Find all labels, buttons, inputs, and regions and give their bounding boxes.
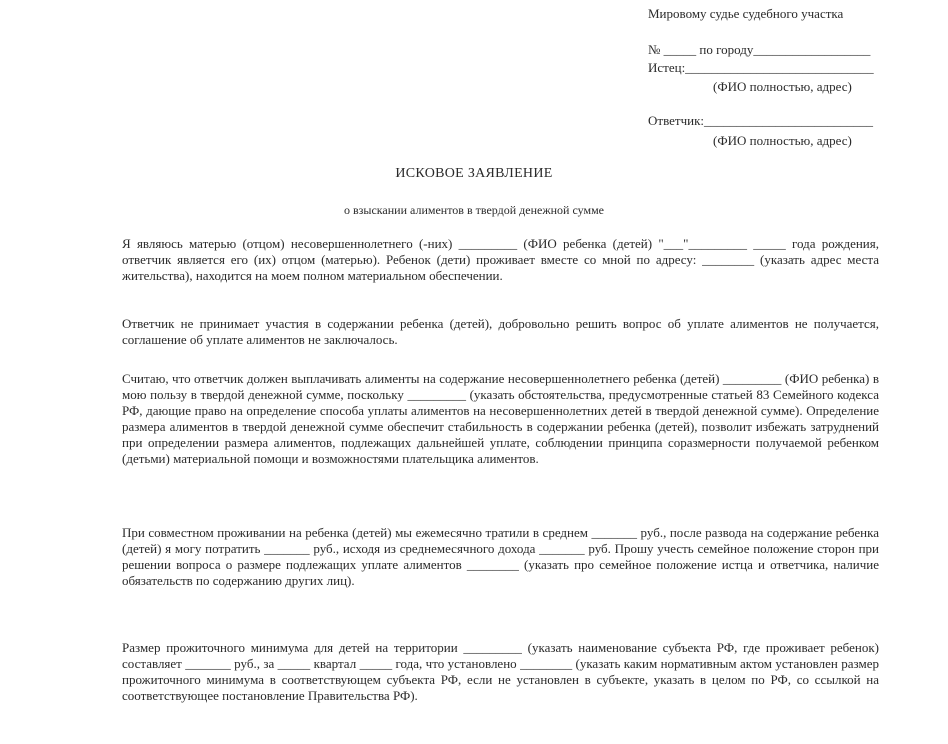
defendant-line: Ответчик:__________________________	[648, 113, 874, 128]
paragraph-no-support: Ответчик не принимает участия в содержании ребенка (детей), добровольно решить вопрос об уплате алиментов не получается, соглашение об уплате алиментов не заключалось.	[122, 316, 879, 347]
document-title: ИСКОВОЕ ЗАЯВЛЕНИЕ	[395, 166, 553, 181]
paragraph-fixed-sum-reasoning: Считаю, что ответчик должен выплачивать алименты на содержание несовершеннолетнего ребенка (детей) _________ (ФИО ребенка) в мою пользу в твердой денежной сумме, поскольку _________ (указать обстоятельства, предусмотренные статьей 83 Семейного кодекса РФ, дающие право на определение способа уплаты алиментов на несовершеннолетних детей в твердой денежной сумме). Определение размера алиментов в твердой денежной сумме обеспечит стабильность в содержании ребенка (детей), позволит избежать затруднений при определении размера алиментов, подлежащих дальнейшей уплате, соблюдении принципа соразмерности получаемой ребенком (детьми) материальной помощи и возможностями плательщика алиментов.	[122, 371, 879, 466]
paragraph-parenthood: Я являюсь матерью (отцом) несовершеннолетнего (-них) _________ (ФИО ребенка (детей) "___"_________ _____ года рождения, ответчик является его (их) отцом (матерью). Ребенок (дети) проживает вместе со мной по адресу: ________ (указать адрес места жительства), находится на моем полном материальном обеспечении.	[122, 236, 879, 283]
plaintiff-hint: (ФИО полностью, адрес)	[713, 79, 852, 94]
addressee-line: Мировому судье судебного участка	[648, 6, 844, 21]
court-number-line: № _____ по городу__________________	[648, 42, 871, 57]
paragraph-expenses: При совместном проживании на ребенка (детей) мы ежемесячно тратили в среднем _______ руб., после развода на содержание ребенка (детей) я могу потратить _______ руб., исходя из среднемесячного дохода _______ руб. Прошу учесть семейное положение сторон при решении вопроса о размере подлежащих уплате алиментов ________ (указать про семейное положение истца и ответчика, наличие обязательств по содержанию других лиц).	[122, 525, 879, 588]
document-subtitle: о взыскании алиментов в твердой денежной сумме	[343, 203, 604, 217]
plaintiff-line: Истец:_____________________________	[648, 60, 874, 75]
paragraph-subsistence-minimum: Размер прожиточного минимума для детей на территории _________ (указать наименование субъекта РФ, где проживает ребенок) составляет _______ руб., за _____ квартал _____ года, что установлено ________ (указать каким нормативным актом установлен размер прожиточного минимума в соответствующем субъекта РФ, если не установлен в субъекте, указать в целом по РФ, со ссылкой на соответствующее постановление Правительства РФ).	[122, 640, 879, 703]
defendant-hint: (ФИО полностью, адрес)	[713, 133, 852, 148]
